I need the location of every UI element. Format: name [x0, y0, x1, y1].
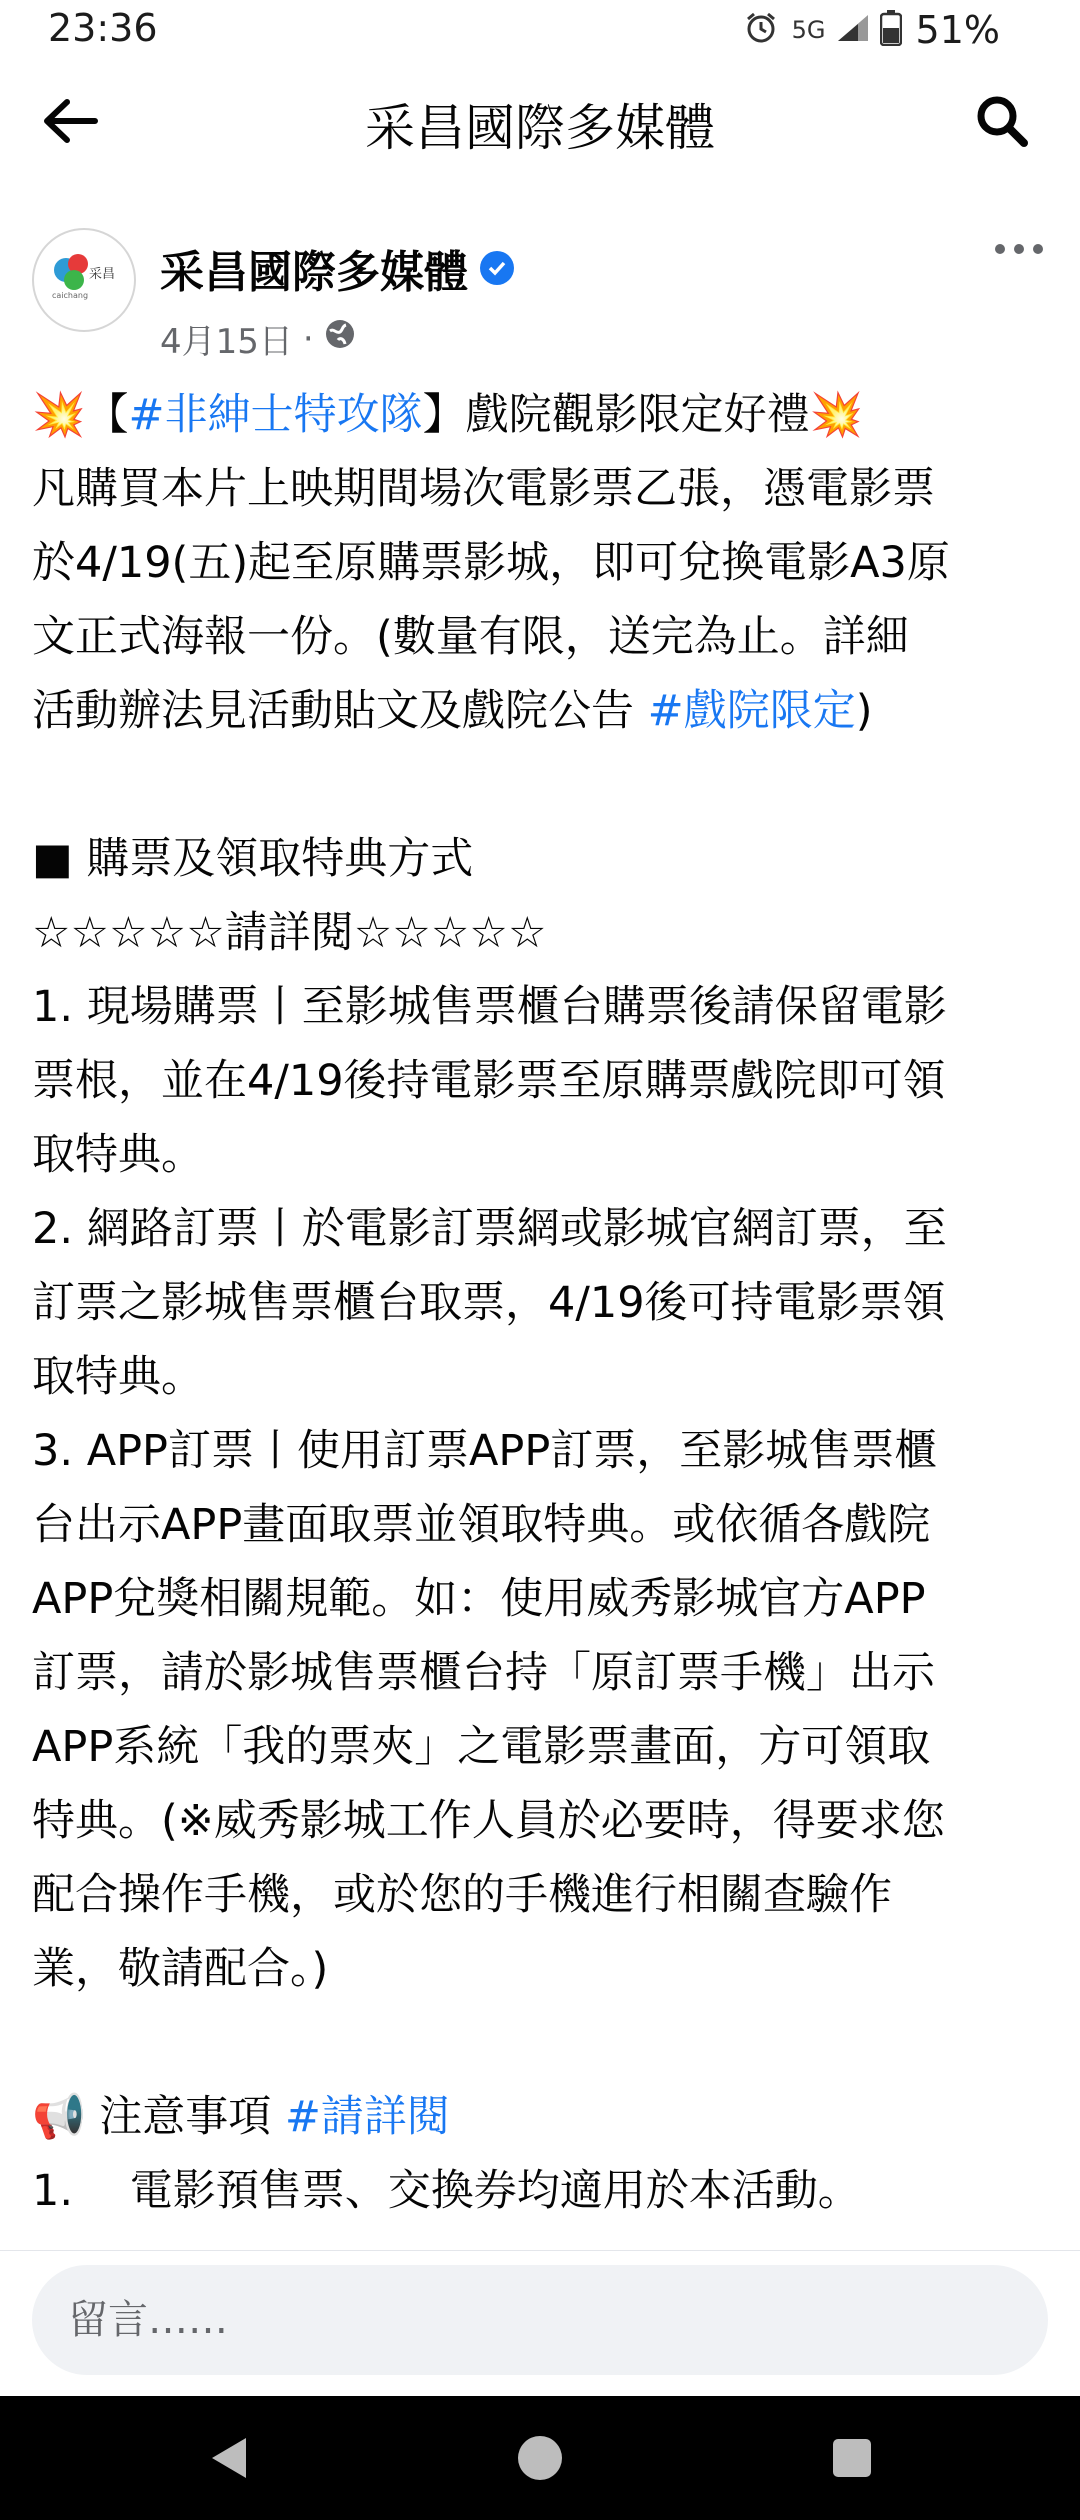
notice-heading	[32, 2080, 1062, 2154]
nav-home-button[interactable]	[508, 2426, 572, 2490]
nav-home-icon	[516, 2434, 564, 2482]
search-icon	[975, 94, 1029, 148]
status-bar	[0, 0, 1080, 62]
section-heading: ■ 購票及領取特典方式	[32, 834, 474, 884]
nav-recents-button[interactable]	[820, 2426, 884, 2490]
list-item: APP兌獎相關規範。如：使用威秀影城官方APP	[32, 1574, 926, 1624]
post-line: 文正式海報一份。(數量有限，送完為止。詳細	[32, 612, 909, 662]
list-item: 訂票之影城售票櫃台取票，4/19後可持電影票領	[32, 1278, 946, 1328]
page-name[interactable]	[160, 236, 514, 300]
list-item: 取特典。	[32, 1130, 204, 1180]
globe-icon	[324, 318, 356, 359]
list-item: 特典。(※威秀影城工作人員於必要時，得要求您	[32, 1796, 945, 1846]
hashtag-link[interactable]: #非紳士特攻隊	[128, 390, 423, 440]
list-item: 台出示APP畫面取票並領取特典。或依循各戲院	[32, 1500, 931, 1550]
nav-back-button[interactable]	[196, 2426, 260, 2490]
post-body	[32, 378, 1062, 2228]
page-title: 采昌國際多媒體	[365, 99, 715, 157]
post-date[interactable]: 4月15日	[160, 322, 293, 362]
battery-icon	[880, 10, 902, 50]
search-button[interactable]	[962, 86, 1042, 156]
status-icons	[744, 8, 1000, 52]
list-item: 訂票，請於影城售票櫃台持「原訂票手機」出示	[32, 1648, 935, 1698]
list-item: 票根，並在4/19後持電影票至原購票戲院即可領	[32, 1056, 946, 1106]
post-text: 活動辦法見活動貼文及戲院公告	[32, 686, 648, 736]
signal-icon	[836, 13, 870, 47]
network-type: 5G	[791, 16, 826, 44]
post-line: ☆☆☆☆☆請詳閱☆☆☆☆☆	[32, 908, 547, 958]
post-line	[32, 378, 1062, 452]
page-avatar[interactable]	[32, 228, 136, 332]
hashtag-link[interactable]: #請詳閱	[284, 2092, 450, 2142]
battery-percent: 51%	[915, 8, 1000, 52]
more-options-button[interactable]	[984, 224, 1054, 274]
list-item: 1. 電影預售票、交換券均適用於本活動。	[32, 2166, 861, 2216]
comment-input[interactable]	[32, 2265, 1048, 2375]
nav-recents-icon	[830, 2436, 874, 2480]
post-text: )	[855, 686, 873, 736]
more-dots-icon	[994, 243, 1044, 255]
list-item: APP系統「我的票夾」之電影票畫面，方可領取	[32, 1722, 931, 1772]
post-text: 】戲院觀影限定好禮💥	[422, 390, 864, 440]
post-text: 💥【	[32, 390, 129, 440]
post-line: 凡購買本片上映期間場次電影票乙張，憑電影票	[32, 464, 935, 514]
post-meta	[160, 314, 356, 363]
post-line	[32, 674, 1062, 748]
alarm-icon	[744, 11, 778, 49]
verified-icon	[480, 251, 514, 285]
list-item: 配合操作手機，或於您的手機進行相關查驗作	[32, 1870, 892, 1920]
nav-back-icon	[206, 2434, 250, 2482]
system-nav-bar	[0, 2396, 1080, 2520]
list-item: 業，敬請配合。)	[32, 1944, 329, 1994]
page-logo-icon	[34, 230, 134, 330]
page-name-text: 采昌國際多媒體	[160, 247, 468, 298]
app-bar	[0, 62, 1080, 180]
list-item: 3. APP訂票丨使用訂票APP訂票，至影城售票櫃	[32, 1426, 938, 1476]
list-item: 1. 現場購票丨至影城售票櫃台購票後請保留電影	[32, 982, 947, 1032]
status-time: 23:36	[48, 6, 158, 50]
post-line: 於4/19(五)起至原購票影城，即可兌換電影A3原	[32, 538, 950, 588]
notice-label: 📢 注意事項	[32, 2092, 285, 2142]
svg-text:caichang: caichang	[52, 291, 89, 300]
comment-bar	[0, 2250, 1080, 2396]
svg-text:采昌: 采昌	[89, 267, 116, 282]
spacer	[32, 2006, 1062, 2080]
post-header	[0, 210, 1080, 380]
hashtag-link[interactable]: #戲院限定	[647, 686, 856, 736]
spacer	[32, 748, 1062, 822]
list-item: 2. 網路訂票丨於電影訂票網或影城官網訂票，至	[32, 1204, 947, 1254]
meta-separator: ·	[302, 318, 314, 359]
list-item: 取特典。	[32, 1352, 204, 1402]
